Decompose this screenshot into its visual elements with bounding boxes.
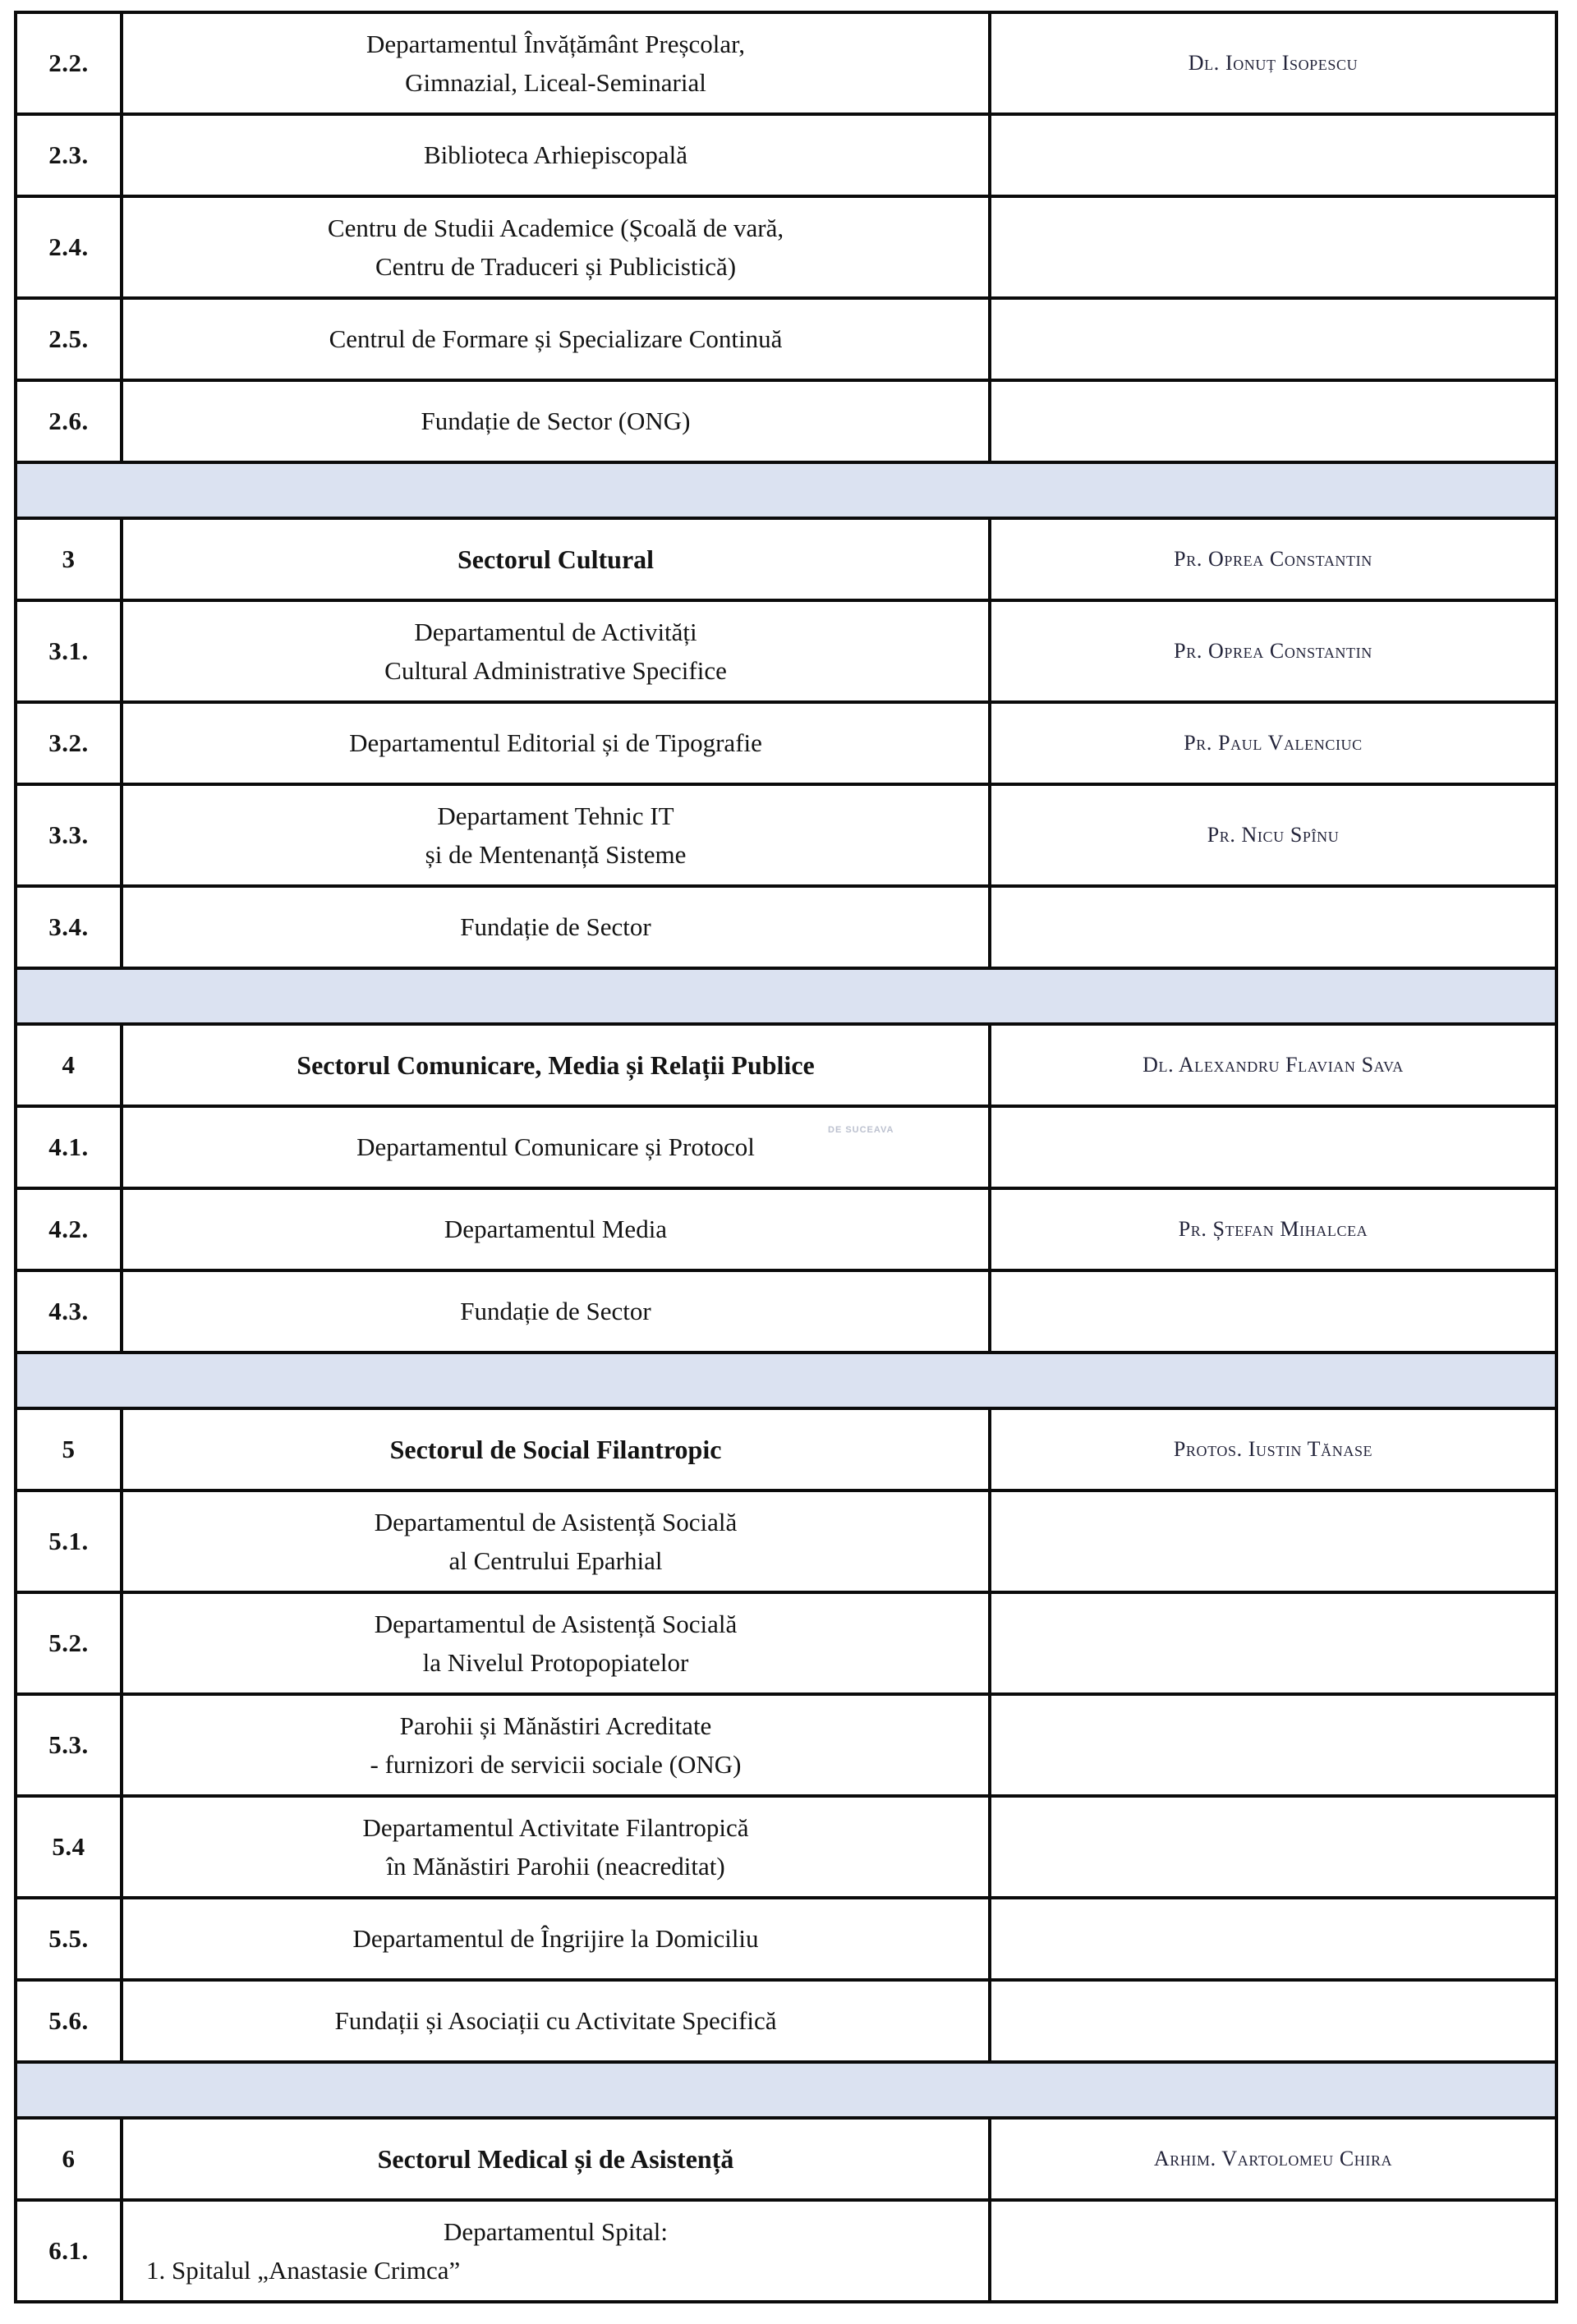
row-number: 4.1. bbox=[17, 1108, 123, 1187]
row-5-section bbox=[17, 1407, 1555, 1489]
row-4-section bbox=[17, 1022, 1555, 1105]
head-name-cell: Pr. Nicu Spînu bbox=[1207, 823, 1340, 847]
department-cell bbox=[123, 14, 991, 113]
row-number: 5.1. bbox=[17, 1492, 123, 1591]
department-cell bbox=[123, 888, 991, 967]
department-line: 1. Spitalul „Anastasie Crimca” bbox=[146, 2256, 461, 2285]
row-3-1 bbox=[17, 599, 1555, 700]
row-number: 2.2. bbox=[17, 14, 123, 113]
department-line: Departamentul de Asistență Socială bbox=[374, 1507, 738, 1536]
row-number: 5.5. bbox=[17, 1899, 123, 1978]
department-cell bbox=[123, 1982, 991, 2060]
sector-title-cell bbox=[123, 1410, 991, 1489]
separator-row bbox=[17, 967, 1555, 1022]
department-line: al Centrului Eparhial bbox=[448, 1546, 663, 1575]
department-line: Fundații și Asociații cu Activitate Specifică bbox=[334, 2006, 777, 2036]
row-number: 5 bbox=[17, 1410, 123, 1489]
department-cell bbox=[123, 116, 991, 195]
row-number: 5.6. bbox=[17, 1982, 123, 2060]
department-line: Departamentul Activitate Filantropică bbox=[362, 1812, 749, 1842]
row-number: 2.6. bbox=[17, 382, 123, 461]
head-name-cell bbox=[991, 2202, 1555, 2300]
department-line: Departamentul de Activități bbox=[414, 617, 697, 646]
head-name-cell bbox=[991, 1798, 1555, 1896]
department-line: Centru de Traduceri și Publicistică) bbox=[375, 252, 737, 281]
org-structure-table bbox=[14, 11, 1558, 2303]
head-name-cell bbox=[991, 1982, 1555, 2060]
separator-row bbox=[17, 2060, 1555, 2116]
head-name-cell: Dl. Alexandru Flavian Sava bbox=[1143, 1053, 1404, 1077]
department-cell bbox=[123, 1272, 991, 1351]
row-number: 5.2. bbox=[17, 1594, 123, 1692]
department-line: și de Mentenanță Sisteme bbox=[425, 840, 687, 869]
department-line: Departament Tehnic IT bbox=[437, 801, 674, 830]
department-line: Departamentul Media bbox=[444, 1215, 668, 1244]
row-4-2 bbox=[17, 1187, 1555, 1269]
head-name-cell bbox=[991, 1696, 1555, 1794]
head-name-cell: Pr. Oprea Constantin bbox=[1174, 639, 1372, 663]
head-name-cell bbox=[991, 198, 1555, 296]
head-name-cell bbox=[991, 300, 1555, 379]
department-cell bbox=[123, 1899, 991, 1978]
head-name-cell bbox=[991, 1108, 1555, 1187]
department-line: Departamentul Comunicare și Protocol bbox=[356, 1132, 755, 1162]
department-cell bbox=[123, 300, 991, 379]
head-name-cell bbox=[991, 1594, 1555, 1692]
department-cell bbox=[123, 382, 991, 461]
row-2-3 bbox=[17, 113, 1555, 195]
department-cell bbox=[123, 1696, 991, 1794]
row-number: 2.3. bbox=[17, 116, 123, 195]
row-number: 3.1. bbox=[17, 602, 123, 700]
row-number: 5.3. bbox=[17, 1696, 123, 1794]
separator-row bbox=[17, 1351, 1555, 1407]
row-3-3 bbox=[17, 783, 1555, 884]
department-line: Departamentul Spital: bbox=[444, 2216, 668, 2246]
department-cell bbox=[123, 1594, 991, 1692]
department-line: Departamentul de Îngrijire la Domiciliu bbox=[352, 1924, 759, 1954]
row-6-section bbox=[17, 2116, 1555, 2198]
row-number: 6 bbox=[17, 2120, 123, 2198]
row-number: 6.1. bbox=[17, 2202, 123, 2300]
head-name-cell: Protos. Iustin Tănase bbox=[1173, 1437, 1373, 1461]
department-line: Centrul de Formare și Specializare Continuă bbox=[329, 324, 783, 354]
department-cell bbox=[123, 198, 991, 296]
department-line: Departamentul Învățământ Preșcolar, bbox=[366, 29, 745, 58]
department-cell bbox=[123, 704, 991, 783]
department-cell bbox=[123, 1108, 991, 1187]
row-2-5 bbox=[17, 296, 1555, 379]
department-line: - furnizori de servicii sociale (ONG) bbox=[370, 1750, 742, 1779]
row-2-2 bbox=[17, 14, 1555, 113]
row-number: 4.2. bbox=[17, 1190, 123, 1269]
row-number: 2.4. bbox=[17, 198, 123, 296]
row-number: 3.2. bbox=[17, 704, 123, 783]
department-cell bbox=[123, 786, 991, 884]
row-5-1 bbox=[17, 1489, 1555, 1591]
head-name-cell bbox=[991, 116, 1555, 195]
row-5-6 bbox=[17, 1978, 1555, 2060]
separator-row bbox=[17, 461, 1555, 517]
department-line: Biblioteca Arhiepiscopală bbox=[423, 140, 688, 170]
department-cell bbox=[123, 1190, 991, 1269]
sector-title: Sectorul de Social Filantropic bbox=[389, 1434, 722, 1464]
sector-title-cell bbox=[123, 1026, 991, 1105]
row-6-1 bbox=[17, 2198, 1555, 2300]
department-cell bbox=[123, 2202, 991, 2300]
sector-title: Sectorul Cultural bbox=[457, 544, 655, 574]
head-name-cell bbox=[991, 888, 1555, 967]
row-number: 5.4 bbox=[17, 1798, 123, 1896]
head-name-cell: Pr. Paul Valenciuc bbox=[1184, 731, 1363, 755]
row-5-5 bbox=[17, 1896, 1555, 1978]
sector-title-cell bbox=[123, 2120, 991, 2198]
row-5-2 bbox=[17, 1591, 1555, 1692]
department-line: Centru de Studii Academice (Școală de vară, bbox=[327, 213, 784, 242]
department-cell bbox=[123, 602, 991, 700]
head-name-cell bbox=[991, 382, 1555, 461]
row-number: 3.4. bbox=[17, 888, 123, 967]
row-number: 3 bbox=[17, 520, 123, 599]
department-cell bbox=[123, 1492, 991, 1591]
department-line: Cultural Administrative Specifice bbox=[384, 656, 727, 685]
row-5-3 bbox=[17, 1692, 1555, 1794]
department-line: la Nivelul Protopopiatelor bbox=[422, 1648, 689, 1677]
head-name-cell bbox=[991, 1899, 1555, 1978]
department-line: Fundație de Sector bbox=[460, 1297, 651, 1326]
department-line: Fundație de Sector bbox=[460, 912, 651, 942]
row-3-2 bbox=[17, 700, 1555, 783]
row-number: 2.5. bbox=[17, 300, 123, 379]
head-name-cell: Pr. Ștefan Mihalcea bbox=[1178, 1217, 1368, 1241]
sector-title-cell bbox=[123, 520, 991, 599]
head-name-cell bbox=[991, 1492, 1555, 1591]
head-name-cell: Pr. Oprea Constantin bbox=[1174, 547, 1372, 571]
head-name-cell bbox=[991, 1272, 1555, 1351]
row-5-4 bbox=[17, 1794, 1555, 1896]
department-line: Departamentul de Asistență Socială bbox=[374, 1609, 738, 1638]
row-4-1 bbox=[17, 1105, 1555, 1187]
department-line: în Mănăstiri Parohii (neacreditat) bbox=[386, 1852, 725, 1881]
row-2-6 bbox=[17, 379, 1555, 461]
row-number: 4 bbox=[17, 1026, 123, 1105]
department-cell bbox=[123, 1798, 991, 1896]
row-3-4 bbox=[17, 884, 1555, 967]
row-2-4 bbox=[17, 195, 1555, 296]
head-name-cell: Dl. Ionuț Isopescu bbox=[1188, 51, 1359, 75]
department-line: Gimnazial, Liceal-Seminarial bbox=[405, 68, 706, 97]
row-number: 3.3. bbox=[17, 786, 123, 884]
row-4-3 bbox=[17, 1269, 1555, 1351]
row-number: 4.3. bbox=[17, 1272, 123, 1351]
watermark-text: DE SUCEAVA bbox=[828, 1125, 894, 1135]
row-3-section bbox=[17, 517, 1555, 599]
department-line: Parohii și Mănăstiri Acreditate bbox=[399, 1711, 712, 1740]
sector-title: Sectorul Medical și de Asistență bbox=[377, 2143, 734, 2174]
sector-title: Sectorul Comunicare, Media și Relații Publice bbox=[297, 1049, 815, 1080]
department-line: Departamentul Editorial și de Tipografie bbox=[349, 728, 762, 758]
department-line: Fundație de Sector (ONG) bbox=[421, 406, 691, 436]
head-name-cell: Arhim. Vartolomeu Chira bbox=[1153, 2147, 1393, 2170]
